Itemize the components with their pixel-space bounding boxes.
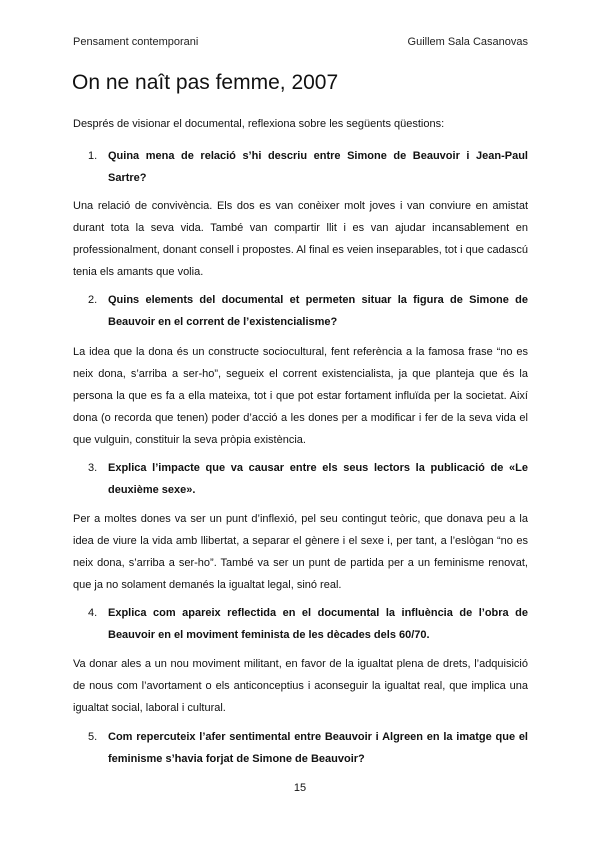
page-title: On ne naît pas femme, 2007 (72, 71, 339, 94)
question-text: Quina mena de relació s’hi descriu entre Simone de Beauvoir i Jean-Paul Sartre? (108, 150, 528, 184)
answer-3: Per a moltes dones va ser un punt d’inflexió, pel seu contingut teòric, que donava peu a la idea de viure la vida amb llibertat, a separar el gènere i el sexe i, per tant, a l’eslògan “no es neix dona, s’arriba a ser-ho”. També va ser un punt de partida per a un feminisme renovat, que ja no solament demanés la igualtat legal, sinó real. (73, 513, 528, 591)
question-number: 4. (88, 607, 98, 619)
answer-4: Va donar ales a un nou moviment militant, en favor de la igualtat plena de drets, l’adquisició de nous com l’avortament o els anticonceptius i aconseguir la igualtat real, que implica una igualtat social, laboral i cultural. (73, 658, 528, 714)
question-2 (88, 289, 528, 333)
answer-2: La idea que la dona és un constructe sociocultural, fent referència a la famosa frase “no es neix dona, s’arriba a ser-ho”, segueix el corrent existencialista, ja que planteja que és la persona la que es fa a ella mateixa, tot i que pot estar fortament influïda per la societat. Així dona (o recorda que tenen) poder d’acció a les dones per a modificar i fer de la seva vida el que vulguin, constituir la seva pròpia existència. (73, 346, 528, 446)
question-number: 1. (88, 150, 98, 162)
question-5 (88, 726, 528, 770)
question-number: 5. (88, 731, 98, 743)
intro-text: Després de visionar el documental, reflexiona sobre les següents qüestions: (73, 118, 445, 130)
question-text: Explica com apareix reflectida en el documental la influència de l’obra de Beauvoir en el moviment feminista de les dècades dels 60/70. (108, 607, 528, 641)
question-text: Quins elements del documental et permeten situar la figura de Simone de Beauvoir en el corrent de l’existencialisme? (108, 294, 528, 328)
question-3 (88, 457, 528, 501)
page-number: 15 (293, 782, 307, 794)
header-author: Guillem Sala Casanovas (407, 36, 528, 48)
question-text: Com repercuteix l’afer sentimental entre Beauvoir i Algreen en la imatge que el feminisme s’havia forjat de Simone de Beauvoir? (108, 731, 528, 765)
answer-1: Una relació de convivència. Els dos es van conèixer molt joves i van conviure en amistat durant tota la seva vida. També van compartir llit i es van ajudar incansablement en professionalment, donant consell i propostes. Al final es veien inseparables, tot i que cadascú tenia els amants que volia. (73, 200, 528, 278)
question-number: 3. (88, 462, 98, 474)
question-4 (88, 602, 528, 646)
question-text: Explica l’impacte que va causar entre els seus lectors la publicació de «Le deuxième sexe». (108, 462, 528, 496)
header-course: Pensament contemporani (73, 36, 199, 48)
question-1 (88, 145, 528, 189)
question-number: 2. (88, 294, 98, 306)
